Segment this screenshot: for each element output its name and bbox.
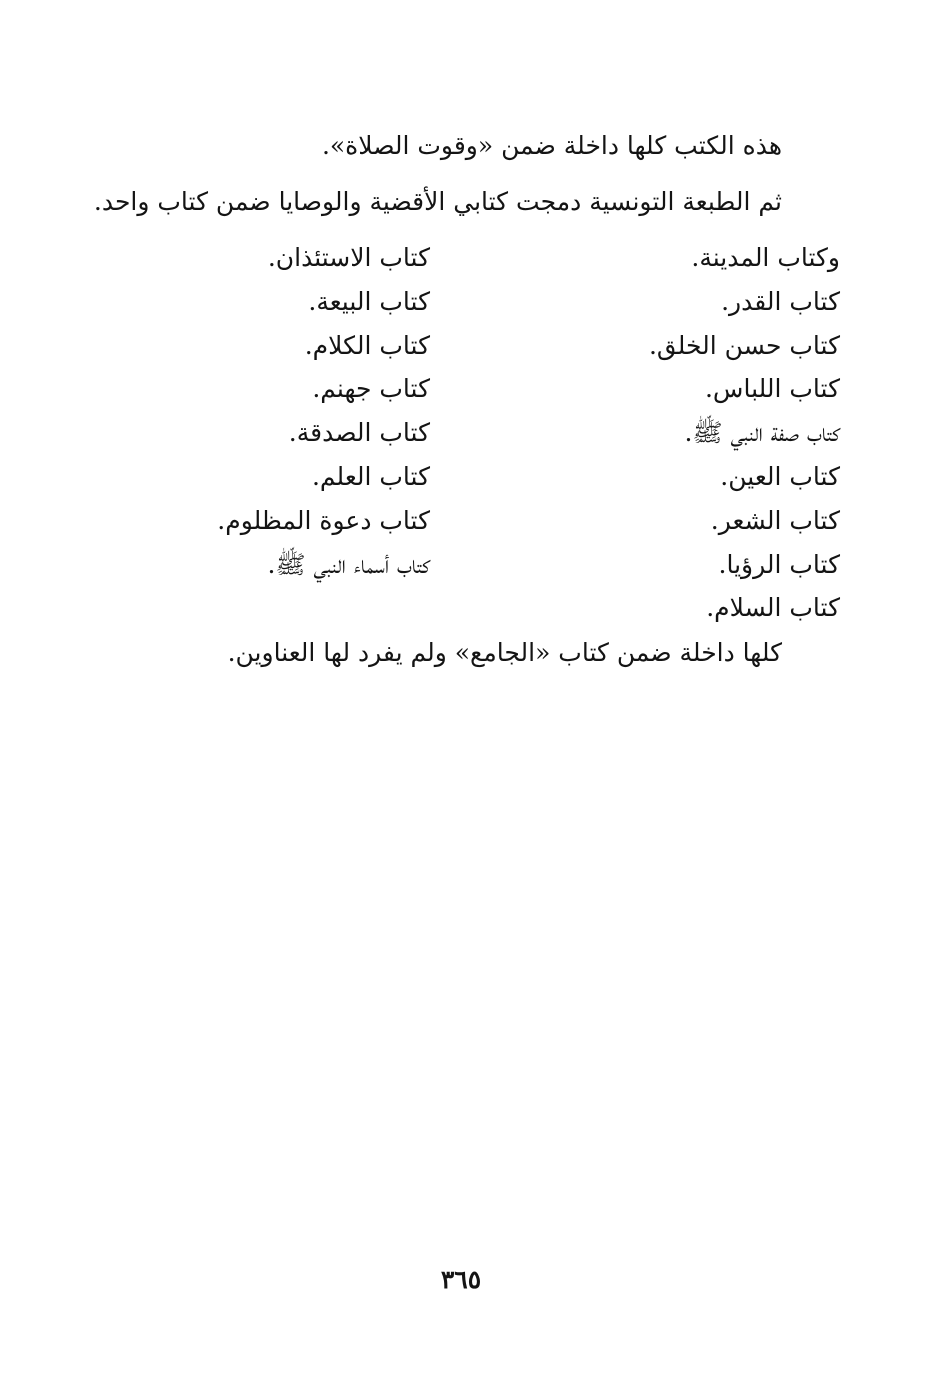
book-item: كتاب حسن الخلق. (648, 330, 840, 360)
book-item: كتاب اللباس. (704, 374, 840, 404)
book-item: كتاب القدر. (721, 286, 840, 316)
book-item: كتاب الكلام. (304, 330, 430, 360)
books-list (200, 238, 840, 638)
book-item: كتاب الصدقة. (288, 418, 430, 448)
page-number: ٣٦٥ (440, 1265, 482, 1294)
book-item: كتاب صفة النبي ﷺ. (684, 418, 840, 448)
closing-paragraph: كلها داخلة ضمن كتاب «الجامع» ولم يفرد لها العناوين. (227, 638, 782, 667)
book-item: كتاب الشعر. (710, 505, 840, 535)
tunisian-edition-paragraph: ثم الطبعة التونسية دمجت كتابي الأقضية والوصايا ضمن كتاب واحد. (93, 187, 782, 216)
book-item: كتاب العلم. (311, 461, 430, 491)
books-left-column (190, 238, 430, 588)
book-item: كتاب جهنم. (312, 374, 430, 404)
book-item: كتاب الاستئذان. (267, 243, 430, 272)
book-item: كتاب السلام. (706, 593, 840, 623)
books-right-column (580, 238, 840, 632)
book-item: كتاب الرؤيا. (718, 549, 840, 579)
book-item: كتاب العين. (720, 461, 840, 491)
book-item: وكتاب المدينة. (691, 243, 840, 272)
intro-paragraph: هذه الكتب كلها داخلة ضمن «وقوت الصلاة». (321, 131, 782, 160)
book-item: كتاب دعوة المظلوم. (217, 505, 430, 535)
book-item: كتاب أسماء النبي ﷺ. (267, 549, 430, 579)
book-item: كتاب البيعة. (308, 286, 430, 316)
